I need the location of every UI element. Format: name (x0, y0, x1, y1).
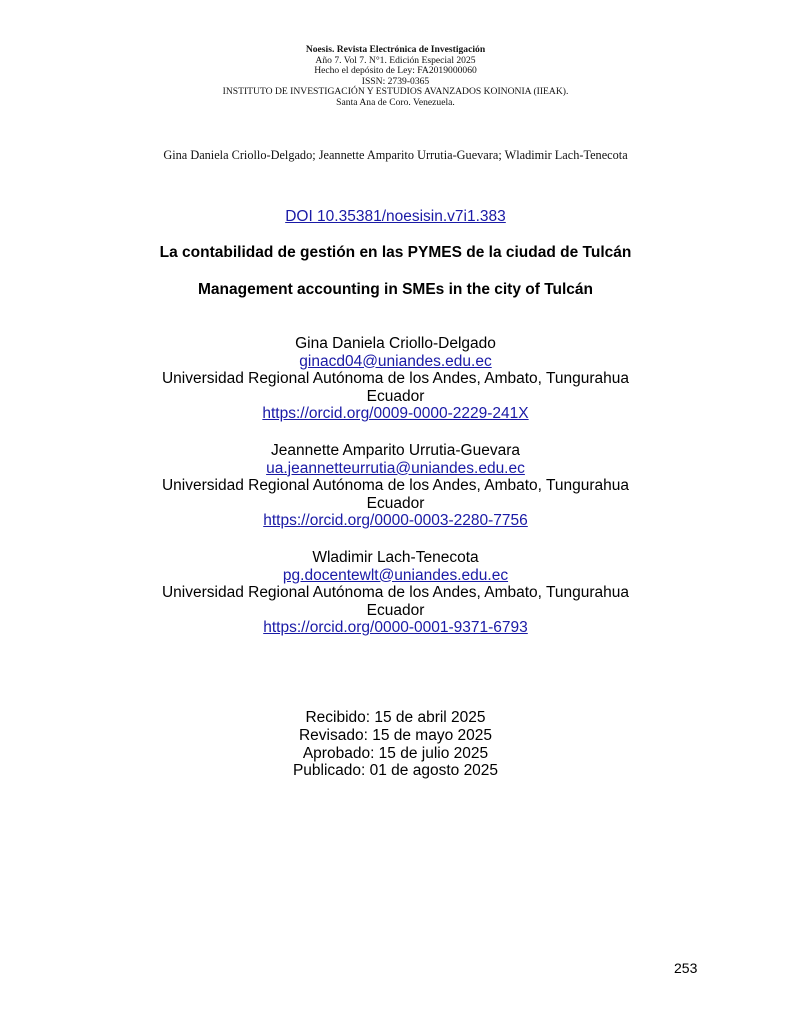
author-orcid-link[interactable]: https://orcid.org/0009-0000-2229-241X (262, 405, 529, 423)
author-block-1 (0, 335, 791, 423)
author-affiliation: Universidad Regional Autónoma de los Andes, Ambato, Tungurahua (161, 584, 630, 602)
journal-institute: INSTITUTO DE INVESTIGACIÓN Y ESTUDIOS AVANZADOS KOINONIA (IIEAK). (222, 86, 569, 98)
author-name: Gina Daniela Criollo-Delgado (295, 335, 496, 352)
journal-header (0, 45, 791, 109)
journal-issn: ISSN: 2739-0365 (361, 75, 430, 87)
author-country: Ecuador (366, 387, 425, 405)
author-orcid-link[interactable]: https://orcid.org/0000-0003-2280-7756 (263, 512, 528, 530)
journal-location: Santa Ana de Coro. Venezuela. (336, 96, 455, 108)
author-email-link[interactable]: ginacd04@uniandes.edu.ec (299, 352, 492, 370)
author-affiliation: Universidad Regional Autónoma de los Andes, Ambato, Tungurahua (161, 477, 630, 495)
author-country: Ecuador (366, 494, 425, 512)
date-approved: Aprobado: 15 de julio 2025 (302, 744, 489, 762)
title-spanish: La contabilidad de gestión en las PYMES de la ciudad de Tulcán (159, 244, 632, 261)
title-english: Management accounting in SMEs in the city of Tulcán (197, 281, 593, 298)
publication-dates (0, 709, 791, 780)
doi-link[interactable]: DOI 10.35381/noesisin.v7i1.383 (285, 208, 506, 225)
doi-line (0, 208, 791, 226)
author-block-2 (0, 442, 791, 530)
date-published: Publicado: 01 de agosto 2025 (292, 762, 499, 780)
author-country: Ecuador (366, 601, 425, 619)
author-block-3 (0, 549, 791, 637)
author-email-link[interactable]: ua.jeannetteurrutia@uniandes.edu.ec (266, 459, 525, 477)
date-received: Recibido: 15 de abril 2025 (305, 709, 486, 726)
author-orcid-link[interactable]: https://orcid.org/0000-0001-9371-6793 (263, 619, 528, 637)
author-name: Wladimir Lach-Tenecota (312, 549, 479, 566)
journal-name: Noesis. Revista Electrónica de Investigación (305, 44, 486, 55)
author-name: Jeannette Amparito Urrutia-Guevara (271, 442, 520, 459)
running-authors: Gina Daniela Criollo-Delgado; Jeannette Amparito Urrutia-Guevara; Wladimir Lach-Tenecota (163, 148, 628, 162)
page-number: 253 (674, 960, 698, 976)
author-email-link[interactable]: pg.docentewlt@uniandes.edu.ec (282, 566, 509, 584)
journal-issue: Año 7. Vol 7. N°1. Edición Especial 2025 (315, 54, 476, 66)
date-revised: Revisado: 15 de mayo 2025 (298, 726, 493, 744)
author-affiliation: Universidad Regional Autónoma de los Andes, Ambato, Tungurahua (161, 370, 630, 388)
journal-deposit: Hecho el depósito de Ley: FA2019000060 (314, 65, 477, 77)
